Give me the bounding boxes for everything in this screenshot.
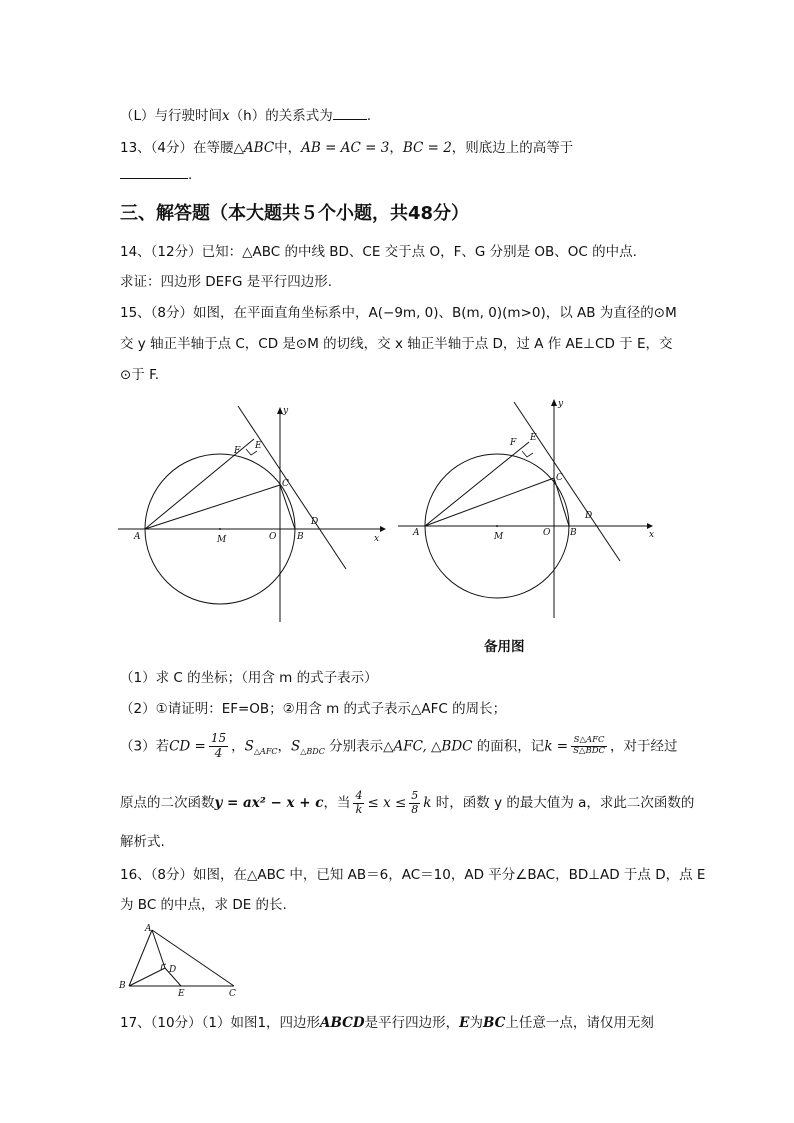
part3-b: 分别表示 <box>324 738 384 755</box>
label-d: D <box>169 965 177 975</box>
label-d: D <box>585 511 593 521</box>
q13-line2 <box>120 167 192 183</box>
q13-triangle: △ABC <box>233 140 275 156</box>
q17-c: 为 <box>469 1015 483 1031</box>
q15-line2: 交 y 轴正半轴于点 C，CD 是⊙M 的切线，交 x 轴正半轴于点 D，过 A 作 AE⊥CD 于 E，交 <box>120 336 673 352</box>
q14-line1: 14、（12分）已知：△ABC 的中线 BD、CE 交于点 O，F、G 分别是 OB、OC 的中点. <box>120 244 637 260</box>
q15-part2: （2）①请证明：EF=OB；②用含 m 的式子表示△AFC 的周长； <box>120 701 507 717</box>
label-x: x <box>649 530 655 540</box>
part3-cd: CD = <box>169 738 206 755</box>
q15-figure-main <box>112 398 392 624</box>
ineq-num1: 4 <box>355 789 363 802</box>
fraction-15-4 <box>209 732 228 761</box>
q13-zhong: 中， <box>274 140 302 156</box>
part3-k: k = <box>544 738 569 755</box>
q12-tail <box>120 104 371 124</box>
label-f: F <box>510 438 517 448</box>
s2: S <box>291 738 301 755</box>
section-title: 三、解答题（本大题共５个小题，共48分） <box>120 203 470 224</box>
s1: S <box>244 738 254 755</box>
q16-line1: 16、（8分）如图，在△ABC 中，已知 AB＝6，AC＝10，AD 平分∠BAC，BD⊥AD 于点 D，点 E <box>120 867 706 883</box>
q17-line1 <box>120 1011 654 1031</box>
figure-caption: 备用图 <box>484 639 525 655</box>
line2a: 原点的二次函数 <box>120 795 215 812</box>
q17-bc: BC <box>482 1015 506 1031</box>
comma2: ， <box>277 738 291 755</box>
frac-den: 4 <box>214 745 223 760</box>
q15-figure-backup <box>392 396 662 620</box>
q12-x: x <box>222 108 230 124</box>
part3-prefix: （3）若 <box>120 738 170 755</box>
q13-line1 <box>120 136 573 156</box>
ineq-k: k <box>423 795 432 812</box>
label-o: O <box>543 528 551 538</box>
frac-num: 15 <box>210 731 227 745</box>
ineq-den1: k <box>355 802 363 816</box>
q13-end: . <box>188 167 193 183</box>
q12-rest: 的关系式为 <box>265 108 333 124</box>
label-c: C <box>229 989 236 999</box>
part3-c: 的面积，记 <box>472 738 545 755</box>
q17-abcd: ABCD <box>320 1015 365 1031</box>
label-f: F <box>234 446 241 456</box>
label-c: C <box>556 473 563 483</box>
line2c: 时，函数 y 的最大值为 a，求此二次函数的 <box>431 795 695 812</box>
q12-end: . <box>366 108 372 124</box>
q14-line2: 求证：四边形 DEFG 是平行四边形. <box>120 274 333 290</box>
q15-part1: （1）求 C 的坐标；（用含 m 的式子表示） <box>120 670 378 686</box>
label-e: E <box>255 441 262 451</box>
fraction-4-k <box>353 790 364 816</box>
k-num: S△AFC <box>571 736 607 747</box>
q15-part3-line2 <box>120 790 694 816</box>
label-a: A <box>145 924 152 934</box>
label-m: M <box>217 535 227 545</box>
label-d: D <box>311 517 319 527</box>
ineq-mid: ≤ x ≤ <box>367 795 407 812</box>
part3-d: ，对于经过 <box>610 738 678 755</box>
q17-d: 上任意一点，请仅用无刻 <box>505 1015 654 1031</box>
label-b: B <box>570 528 577 538</box>
ineq-den2: 8 <box>411 802 419 816</box>
label-c: C <box>282 479 289 489</box>
q13-eq1: AB = AC = 3 <box>301 140 390 156</box>
label-b: B <box>119 981 126 991</box>
label-x: x <box>374 534 380 544</box>
q15-part3-line1 <box>120 732 678 761</box>
k-den: S△BDC <box>573 745 606 756</box>
answer-blank[interactable] <box>120 178 188 179</box>
label-y: y <box>558 399 564 409</box>
s1-sub: △AFC <box>253 746 278 756</box>
q16-figure <box>112 920 247 1000</box>
q15-line3: ⊙于 F. <box>120 367 159 383</box>
label-e: E <box>530 433 537 443</box>
q17-a: 17、（10分）（1）如图1，四边形 <box>120 1015 321 1031</box>
q12-text: （L）与行驶时间 <box>120 108 223 124</box>
fraction-k <box>571 736 607 757</box>
label-a: A <box>134 532 141 542</box>
q13-eq2: BC = 2 <box>402 140 452 156</box>
ineq-num2: 5 <box>411 789 419 802</box>
fraction-5-8 <box>409 790 420 816</box>
label-o: O <box>269 532 277 542</box>
q16-line2: 为 BC 的中点，求 DE 的长. <box>120 897 287 913</box>
comma: ， <box>231 738 245 755</box>
q13-rest: ，则底边上的高等于 <box>451 140 574 156</box>
q13-sep: ， <box>389 140 403 156</box>
q17-b: 是平行四边形， <box>364 1015 460 1031</box>
q17-e: E <box>459 1015 470 1031</box>
q15-line1: 15、（8分）如图，在平面直角坐标系中，A(−9m, 0)、B(m, 0)(m>0)，以 AB 为直径的⊙M <box>120 305 677 321</box>
q12-h: （h） <box>229 108 266 124</box>
label-m: M <box>494 532 504 542</box>
label-a: A <box>413 528 420 538</box>
quadratic-function: y = ax² − x + c <box>214 795 324 812</box>
q15-part3-line3: 解析式. <box>120 834 165 850</box>
label-b: B <box>297 532 304 542</box>
part3-tri: △AFC, △BDC <box>383 738 473 755</box>
line2b: ，当 <box>323 795 351 812</box>
label-y: y <box>283 406 289 416</box>
q13-text: 13、（4分）在等腰 <box>120 140 234 156</box>
answer-blank[interactable] <box>333 119 367 120</box>
label-e: E <box>178 989 185 999</box>
s2-sub: △BDC <box>300 746 325 756</box>
